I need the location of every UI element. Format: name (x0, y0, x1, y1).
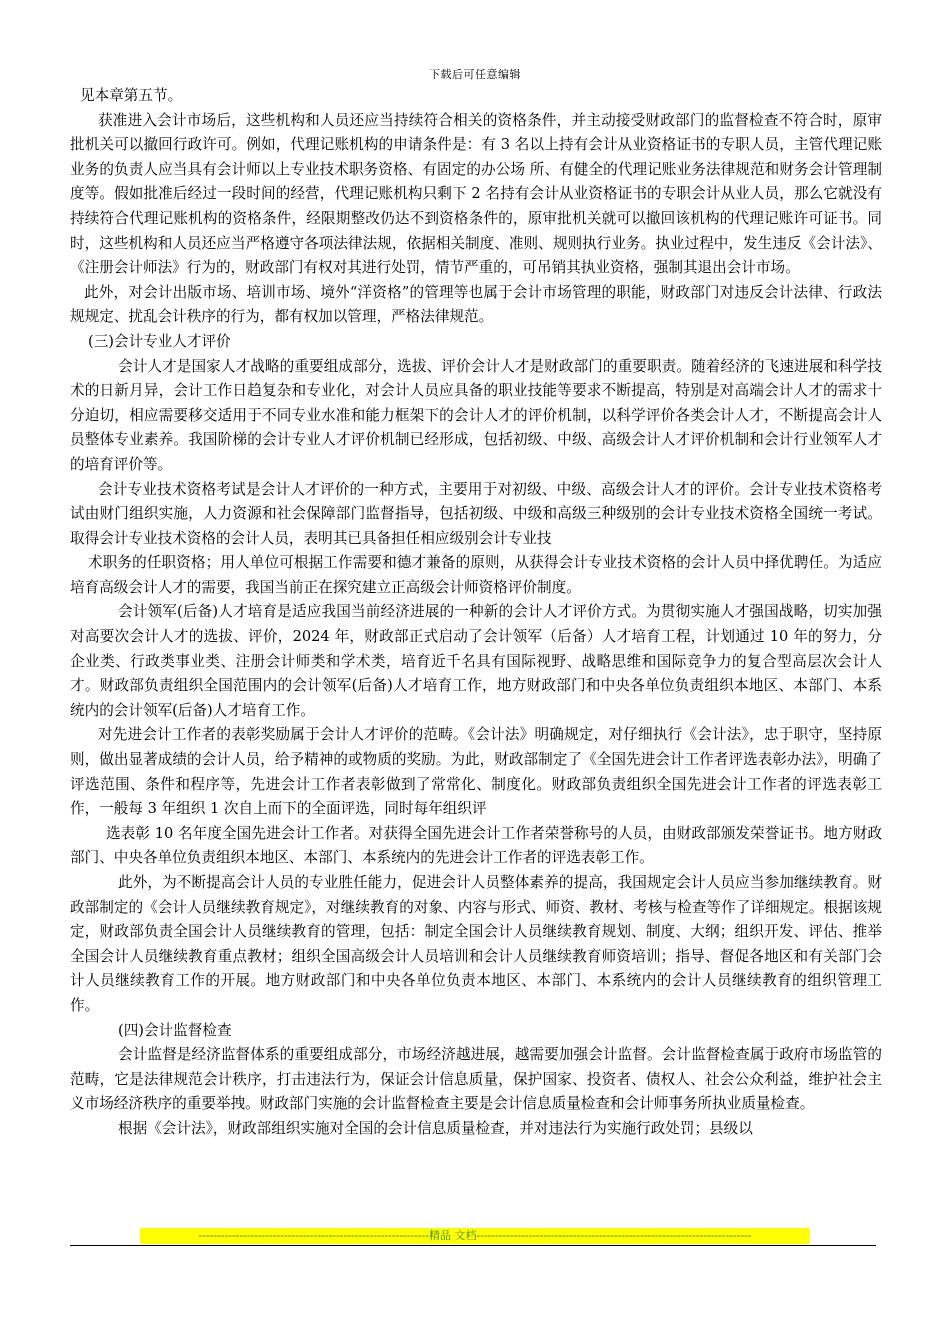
paragraph: 见本章第五节。 (80, 87, 183, 104)
footer-banner: --------------------------------------------------------------精品 文档-------------------------------------------------------------------------- (140, 1228, 810, 1244)
paragraph: 对先进会计工作者的表彰奖励属于会计人才评价的范畴。《会计法》明确规定，对仔细执行《会计法》，忠于职守，坚持原则，做出显著成绩的会计人员，给予精神的或物质的奖励。为此，财政部制定了《全国先进会计工作者评选表彰办法》，明确了评选范围、条件和程序等，先进会计工作者表彰做到了常常化、制度化。财政部负责组织全国先进会计工作者的评选表彰工作，一般每 3 年组织 1 次自上而下的全面评选，同时每年组织评 (70, 726, 882, 818)
paragraph: 术职务的任职资格；用人单位可根据工作需要和德才兼备的原则，从获得会计专业技术资格的会计人员中择优聘任。为适应培育高级会计人才的需要，我国当前正在探究建立正高级会计师资格评价制度。 (70, 554, 882, 596)
paragraph: 此外，对会计出版市场、培训市场、境外“洋资格”的管理等也属于会计市场管理的职能，财政部门对违反会计法律、行政法规规定、扰乱会计秩序的行为，都有权加以管理，严格法律规范。 (70, 283, 882, 326)
paragraph: 会计人才是国家人才战略的重要组成部分，选拔、评价会计人才是财政部门的重要职责。随着经济的飞速进展和科学技术的日新月异，会计工作日趋复杂和专业化，对会计人员应具备的职业技能等要求不断提高，特别是对高端会计人才的需求十分迫切，相应需要移交适用于不同专业水准和能力框架下的会计人才的评价机制，以科学评价各类会计人才，不断提高会计人员整体专业素养。我国阶梯的会计专业人才评价机制已经形成，包括初级、中级、高级会计人才评价机制和会计行业领军人才的培育评价等。 (70, 357, 882, 473)
paragraph: 会计监督是经济监督体系的重要组成部分，市场经济越进展，越需要加强会计监督。会计监督检查属于政府市场监管的范畴，它是法律规范会计秩序，打击违法行为，保证会计信息质量，保护国家、投资者、债权人、社会公众利益，维护社会主义市场经济秩序的重要举拽。财政部门实施的会计监督检查主要是会计信息质量检查和会计师事务所执业质量检查。 (70, 1046, 882, 1113)
paragraph: 会计专业技术资格考试是会计人才评价的一种方式，主要用于对初级、中级、高级会计人才的评价。会计专业技术资格考试由财门组织实施，人力资源和社会保障部门监督指导，包括初级、中级和高级三种级别的会计专业技术资格全国统一考试。取得会计专业技术资格的会计人员，表明其已具备担任相应级别会计专业技 (70, 480, 882, 547)
footer-divider (70, 1245, 876, 1246)
document-body (70, 84, 882, 1142)
page-header: 下载后可任意编辑 (429, 68, 521, 81)
paragraph: 选表彰 10 名年度全国先进会计工作者。对获得全国先进会计工作者荣誉称号的人员，由财政部颁发荣誉证书。地方财政部门、中央各单位负责组织本地区、本部门、本系统内的先进会计工作者的评选表彰工作。 (70, 824, 882, 867)
section-heading: (三)会计专业人才评价 (88, 332, 231, 350)
paragraph: 获准进入会计市场后，这些机构和人员还应当持续符合相关的资格条件，并主动接受财政部门的监督检查不符合时，原审批机关可以撤回行政许可。例如，代理记账机构的申请条件是：有 3 名以上持有会计从业资格证书的专职人员，主管代理记账业务的负责人应当具有会计师以上专业技术职务资格、有固定的办公场 所、有健全的代理记账业务法律规范和财务会计管理制度等。假如批准后经过一段时间的经营，代理记账机构只剩下 2 名持有会计从业资格证书的专职会计从业人员，那么它就没有持续符合代理记账机构的资格条件，经限期整改仍达不到资格条件的，原审批机关就可以撤回该机构的代理记账许可证书。同时，这些机构和人员还应当严格遵守各项法律法规，依据相关制度、准则、规则执行业务。执业过程中，发生违反《会计法》、《注册会计师法》行为的，财政部门有权对其进行处罚，情节严重的，可吊销其执业资格，强制其退出会计市场。 (70, 111, 882, 277)
paragraph: 此外，为不断提高会计人员的专业胜任能力，促进会计人员整体素养的提高，我国规定会计人员应当参加继续教育。财政部制定的《会计人员继续教育规定》，对继续教育的对象、内容与形式、师资、教材、考核与检查等作了详细规定。根据该规定，财政部负责全国会计人员继续教育的管理，包括：制定全国会计人员继续教育规划、制度、大纲；组织开发、评估、推举全国会计人员继续教育重点教材；组织全国高级会计人员培训和会计人员继续教育师资培训；指导、督促各地区和有关部门会计人员继续教育工作的开展。地方财政部门和中央各单位负责本地区、本部门、本系统内的会计人员继续教育的组织管理工作。 (70, 874, 882, 1014)
section-heading: (四)会计监督检查 (118, 1021, 232, 1039)
paragraph: 会计领军(后备)人才培育是适应我国当前经济进展的一种新的会计人才评价方式。为贯彻实施人才强国战略，切实加强对高要次会计人才的选拔、评价，2024 年，财政部正式启动了会计领军（后备）人才培育工程，计划通过 10 年的努力，分企业类、行政类事业类、注册会计师类和学术类，培育近千名具有国际视野、战略思维和国际竞争力的复合型高层次会计人才。财政部负责组织全国范围内的会计领军(后备)人才培育工作，地方财政部门和中央各单位负责组织本地区、本部门、本系统内的会计领军(后备)人才培育工作。 (70, 603, 882, 719)
paragraph: 根据《会计法》，财政部组织实施对全国的会计信息质量检查，并对违法行为实施行政处罚；县级以 (118, 1119, 753, 1137)
